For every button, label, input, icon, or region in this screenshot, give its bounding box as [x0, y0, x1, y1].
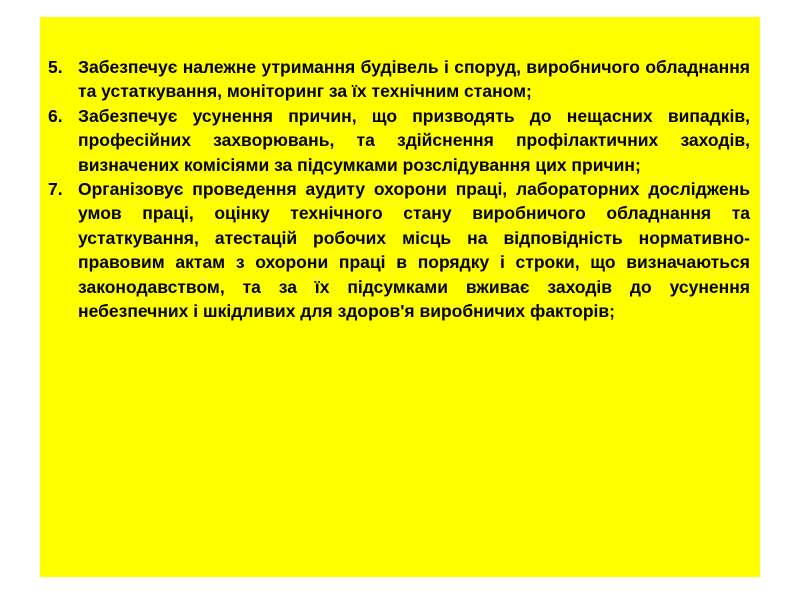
list-item-text: Забезпечує належне утримання будівель і споруд, виробничого обладнання та устаткування, моніторинг за їх технічним станом;: [78, 57, 750, 102]
list-item-text: Забезпечує усунення причин, що призводять до нещасних випадків, професійних захворювань, та здійснення профілактичних заходів, визначених комісіями за підсумками розслідування цих причин;: [78, 105, 750, 175]
list-item-6: [48, 104, 750, 177]
list-item-7: [48, 177, 750, 323]
slide-background: [40, 17, 760, 577]
list-item-number: 6.: [48, 105, 63, 126]
slide-text-body: [48, 55, 750, 323]
list-item-number: 5.: [48, 57, 63, 77]
list-item-number: 7.: [48, 179, 63, 200]
list-item-text: Організовує проведення аудиту охорони праці, лабораторних досліджень умов праці, оцінку технічного стану виробничого обладнання та устаткування, атестацій робочих місць на відповідність нормативно-правовим актам з охорони праці в порядку і строки, що визначаються законодавством, та за їх підсумками вживає заходів до усунення небезпечних і шкідливих для здоров'я виробничих факторів;: [78, 179, 750, 322]
list-item-5: [48, 55, 750, 104]
